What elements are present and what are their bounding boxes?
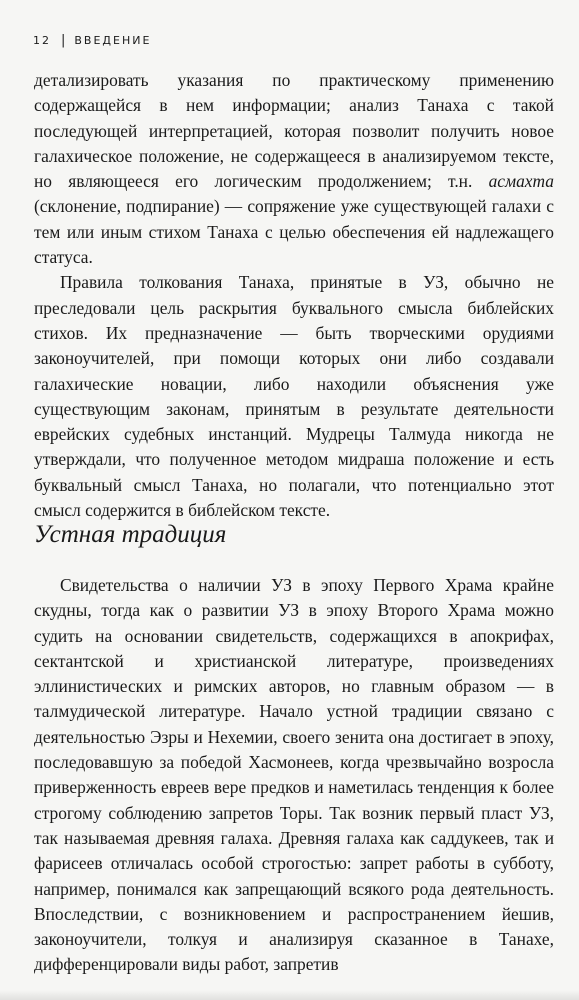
running-head-separator: | [61,33,66,48]
paragraph-2: Правила толкования Танаха, принятые в УЗ, обычно не преследовали цель раскрытия буквального смысла библейских стихов. Их предназначение — быть творческими орудиями законоучителей, при помощи которых они либо создавали галахические новации, либо находили объяснения уже существующим законам, принятым в результате деятельности еврейских судебных инстанций. Мудрецы Талмуда никогда не утверждали, что полученное методом мидраша положение и есть буквальный смысл Танаха, но полагали, что потенциально этот смысл содержится в библейском тексте. [34,272,554,521]
page-number: 12 [33,34,51,47]
paragraph-3: Свидетельства о наличии УЗ в эпоху Первого Храма крайне скудны, тогда как о развитии УЗ в эпоху Второго Храма можно судить на основании свидетельств, содержащихся в апокрифах, сектантской и христианской литературе, произведениях эллинистических и римских авторов, но главным образом — в талмудической литературе. Начало устной традиции связано с деятельностью Эзры и Нехемии, своего зенита она достигает в эпоху, последовавшую за победой Хасмонеев, когда чрезвычайно возросла приверженность евреев вере предков и наметилась тенденция к более строгому соблюдению запретов Торы. Так возник первый пласт УЗ, так называемая древняя галаха. Древняя галаха как саддукеев, так и фарисеев отличалась особой строгостью: запрет работы в субботу, например, понимался как запрещающий всякого рода деятельность. Впоследствии, с возникновением и распространением йешив, законоучители, толкуя и анализируя сказанное в Танахе, дифференцировали виды работ, запретив [34,575,554,975]
body-text-top [34,68,554,523]
term-asmakhta: асмахта [488,171,554,192]
running-head [33,33,151,48]
paragraph-1-part-1: детализировать указания по практическому применению содержащейся в нем информации; анализ Танаха с такой последующей интерпретацией, которая позволит получить новое галахическое положение, не содержащееся в анализируемом тексте, но являющееся его логическим продолжением; т.н. [34,70,554,192]
paragraph-1-part-2: (склонение, подпирание) — сопряжение уже существующей галахи с тем или иным стихом Танаха с целью обеспечения ей надлежащего статуса. [34,196,554,268]
page-bottom-edge [0,990,579,1000]
running-head-section: ВВЕДЕНИЕ [74,34,152,47]
paragraph-1 [34,68,554,270]
section-heading: Устная традиция [34,521,227,548]
body-text-section [34,573,554,978]
